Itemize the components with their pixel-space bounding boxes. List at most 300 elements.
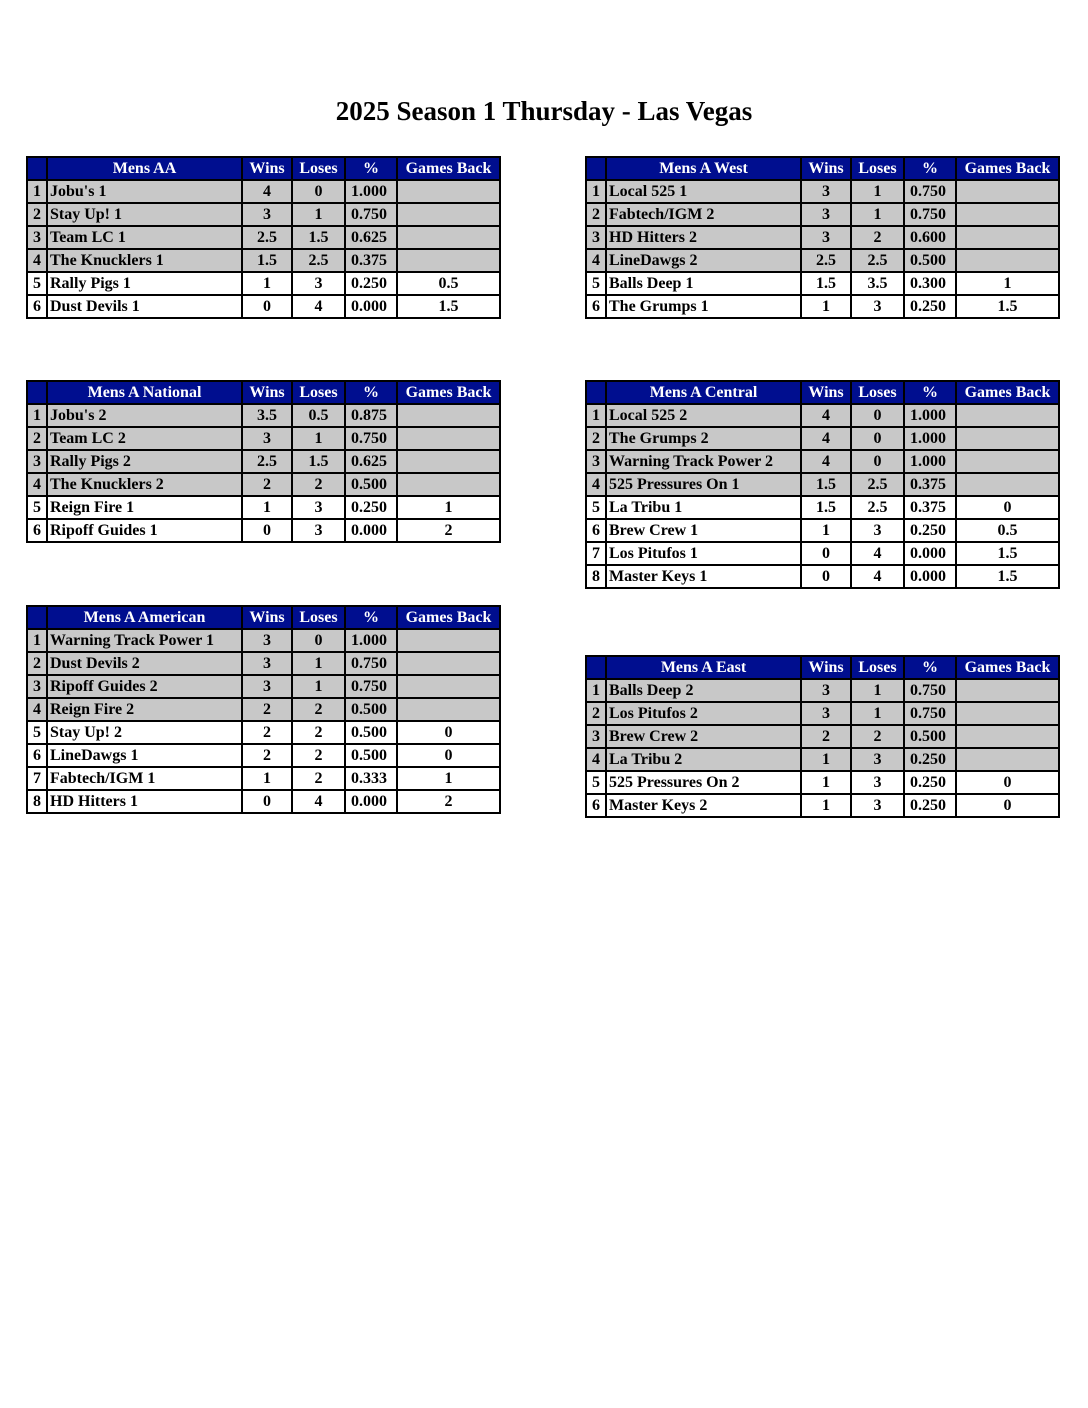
loses-cell: 2.5 [292,249,345,272]
team-cell: HD Hitters 1 [47,790,242,813]
wins-cell: 2.5 [242,226,292,249]
pct-cell: 0.000 [904,565,956,588]
wins-cell: 1.5 [801,272,851,295]
table-row [27,790,500,813]
division-name: Mens A East [606,656,801,679]
games-back-header: Games Back [956,381,1059,404]
header-row [27,606,500,629]
team-cell: Balls Deep 2 [606,679,801,702]
pct-cell: 1.000 [904,450,956,473]
table-row [586,519,1059,542]
loses-cell: 1.5 [292,450,345,473]
table-row [27,450,500,473]
pct-cell: 1.000 [345,180,397,203]
pct-cell: 0.500 [345,473,397,496]
games-back-cell: 0.5 [956,519,1059,542]
table-row [586,404,1059,427]
table-row [586,542,1059,565]
table-row [27,721,500,744]
loses-cell: 3 [851,771,904,794]
rank-cell: 4 [27,249,47,272]
pct-cell: 0.750 [345,203,397,226]
wins-header: Wins [801,656,851,679]
header-row [27,157,500,180]
table-row [27,249,500,272]
pct-cell: 0.250 [904,295,956,318]
wins-cell: 1.5 [801,473,851,496]
wins-cell: 1 [801,794,851,817]
games-back-header: Games Back [956,157,1059,180]
division-name: Mens A Central [606,381,801,404]
standings-table-mens-a-national [26,380,501,543]
loses-header: Loses [851,381,904,404]
rank-cell: 4 [27,698,47,721]
wins-cell: 4 [801,450,851,473]
standings-table-mens-a-west [585,156,1060,319]
team-cell: Reign Fire 2 [47,698,242,721]
rank-cell: 1 [27,180,47,203]
loses-cell: 1 [851,180,904,203]
pct-cell: 0.750 [904,679,956,702]
wins-cell: 3 [242,427,292,450]
loses-cell: 1 [292,675,345,698]
table-row [27,767,500,790]
wins-header: Wins [801,381,851,404]
wins-cell: 1 [801,295,851,318]
wins-header: Wins [242,157,292,180]
games-back-cell [956,203,1059,226]
table-row [586,748,1059,771]
team-cell: Ripoff Guides 1 [47,519,242,542]
rank-cell: 1 [586,679,606,702]
table-row [586,427,1059,450]
wins-cell: 3 [801,702,851,725]
wins-header: Wins [801,157,851,180]
loses-cell: 2.5 [851,249,904,272]
games-back-cell: 0 [397,744,500,767]
wins-header: Wins [242,606,292,629]
wins-cell: 0 [801,542,851,565]
games-back-cell [956,748,1059,771]
wins-cell: 3 [801,203,851,226]
rank-cell: 2 [27,203,47,226]
games-back-cell [956,427,1059,450]
team-cell: Jobu's 1 [47,180,242,203]
wins-cell: 2.5 [801,249,851,272]
team-cell: The Knucklers 2 [47,473,242,496]
games-back-cell [397,180,500,203]
pct-cell: 1.000 [904,404,956,427]
loses-cell: 2 [292,744,345,767]
wins-cell: 4 [242,180,292,203]
loses-cell: 1 [851,679,904,702]
pct-cell: 1.000 [904,427,956,450]
team-cell: Fabtech/IGM 2 [606,203,801,226]
wins-cell: 1 [242,767,292,790]
pct-cell: 0.750 [904,203,956,226]
team-cell: LineDawgs 2 [606,249,801,272]
games-back-cell: 0 [956,794,1059,817]
team-cell: Ripoff Guides 2 [47,675,242,698]
team-cell: 525 Pressures On 2 [606,771,801,794]
wins-cell: 0 [242,790,292,813]
pct-cell: 0.250 [904,519,956,542]
rank-cell: 5 [27,721,47,744]
rank-cell: 7 [586,542,606,565]
team-cell: Team LC 1 [47,226,242,249]
wins-cell: 0 [242,519,292,542]
table-row [27,698,500,721]
table-row [586,702,1059,725]
team-cell: The Knucklers 1 [47,249,242,272]
rank-cell: 7 [27,767,47,790]
wins-cell: 2 [242,698,292,721]
table-row [586,180,1059,203]
loses-cell: 3 [851,295,904,318]
pct-cell: 0.500 [345,721,397,744]
table-row [586,203,1059,226]
team-cell: HD Hitters 2 [606,226,801,249]
rank-cell: 4 [27,473,47,496]
standings-table-mens-a-american [26,605,501,814]
team-cell: Balls Deep 1 [606,272,801,295]
team-cell: 525 Pressures On 1 [606,473,801,496]
games-back-cell [397,226,500,249]
loses-cell: 0 [851,450,904,473]
pct-cell: 0.250 [904,748,956,771]
rank-header [586,656,606,679]
games-back-cell [397,652,500,675]
loses-cell: 2 [292,721,345,744]
pct-cell: 0.500 [345,698,397,721]
loses-cell: 1 [292,203,345,226]
loses-cell: 1 [292,652,345,675]
team-cell: Brew Crew 2 [606,725,801,748]
pct-cell: 0.375 [345,249,397,272]
rank-header [27,381,47,404]
rank-header [27,606,47,629]
division-name: Mens A National [47,381,242,404]
loses-header: Loses [292,381,345,404]
games-back-cell: 2 [397,519,500,542]
games-back-cell: 1 [397,767,500,790]
rank-cell: 5 [27,496,47,519]
games-back-cell [397,473,500,496]
games-back-cell [956,679,1059,702]
pct-cell: 0.750 [345,427,397,450]
header-row [27,381,500,404]
team-cell: Master Keys 1 [606,565,801,588]
loses-cell: 3.5 [851,272,904,295]
team-cell: Stay Up! 1 [47,203,242,226]
rank-header [586,381,606,404]
pct-cell: 0.625 [345,450,397,473]
division-name: Mens A American [47,606,242,629]
pct-cell: 0.625 [345,226,397,249]
table-row [27,203,500,226]
team-cell: Team LC 2 [47,427,242,450]
pct-cell: 1.000 [345,629,397,652]
rank-cell: 8 [586,565,606,588]
rank-cell: 3 [27,675,47,698]
team-cell: Local 525 2 [606,404,801,427]
rank-cell: 3 [27,226,47,249]
loses-cell: 1 [292,427,345,450]
wins-cell: 2 [242,744,292,767]
pct-cell: 0.600 [904,226,956,249]
table-row [27,427,500,450]
standings-table-mens-a-central [585,380,1060,589]
games-back-cell [956,404,1059,427]
team-cell: Los Pitufos 1 [606,542,801,565]
rank-cell: 6 [27,519,47,542]
loses-header: Loses [851,157,904,180]
games-back-cell [397,675,500,698]
header-row [586,157,1059,180]
table-row [27,180,500,203]
table-row [586,794,1059,817]
pct-cell: 0.750 [345,652,397,675]
rank-cell: 2 [586,427,606,450]
table-row [27,675,500,698]
loses-cell: 2 [292,767,345,790]
standings-table-mens-a-east [585,655,1060,818]
loses-header: Loses [851,656,904,679]
team-cell: Fabtech/IGM 1 [47,767,242,790]
rank-cell: 4 [586,748,606,771]
games-back-cell: 1.5 [956,565,1059,588]
rank-cell: 3 [586,725,606,748]
games-back-cell: 2 [397,790,500,813]
loses-cell: 1 [851,203,904,226]
rank-cell: 8 [27,790,47,813]
loses-cell: 2 [851,226,904,249]
team-cell: Warning Track Power 2 [606,450,801,473]
rank-cell: 5 [586,496,606,519]
loses-cell: 4 [851,565,904,588]
table-row [586,226,1059,249]
loses-cell: 1 [851,702,904,725]
team-cell: Dust Devils 1 [47,295,242,318]
wins-cell: 2.5 [242,450,292,473]
games-back-cell [397,203,500,226]
loses-cell: 2 [292,698,345,721]
rank-cell: 1 [586,404,606,427]
wins-cell: 0 [801,565,851,588]
games-back-cell [956,450,1059,473]
loses-cell: 0.5 [292,404,345,427]
pct-header: % [904,157,956,180]
table-row [586,450,1059,473]
games-back-cell: 1.5 [956,295,1059,318]
rank-cell: 6 [27,744,47,767]
header-row [586,656,1059,679]
games-back-cell: 1.5 [956,542,1059,565]
pct-cell: 0.250 [345,496,397,519]
table-row [586,496,1059,519]
division-name: Mens A West [606,157,801,180]
pct-cell: 0.750 [904,702,956,725]
wins-header: Wins [242,381,292,404]
table-row [586,249,1059,272]
header-row [586,381,1059,404]
team-cell: Reign Fire 1 [47,496,242,519]
loses-header: Loses [292,606,345,629]
wins-cell: 3 [242,629,292,652]
rank-cell: 5 [586,272,606,295]
games-back-cell: 1 [397,496,500,519]
pct-header: % [345,381,397,404]
games-back-cell: 0 [956,496,1059,519]
games-back-cell [956,226,1059,249]
table-row [27,404,500,427]
loses-cell: 3 [292,272,345,295]
pct-header: % [904,656,956,679]
pct-cell: 0.250 [345,272,397,295]
table-row [27,226,500,249]
games-back-cell: 0.5 [397,272,500,295]
wins-cell: 3 [242,203,292,226]
games-back-cell [397,404,500,427]
pct-cell: 0.875 [345,404,397,427]
loses-cell: 2 [292,473,345,496]
loses-cell: 3 [851,519,904,542]
table-row [27,744,500,767]
rank-cell: 6 [27,295,47,318]
pct-cell: 0.375 [904,496,956,519]
table-row [586,272,1059,295]
loses-cell: 2 [851,725,904,748]
pct-cell: 0.000 [904,542,956,565]
rank-header [586,157,606,180]
wins-cell: 1 [801,771,851,794]
table-row [586,679,1059,702]
pct-header: % [345,157,397,180]
team-cell: Master Keys 2 [606,794,801,817]
games-back-cell: 0 [956,771,1059,794]
loses-cell: 0 [851,404,904,427]
team-cell: Local 525 1 [606,180,801,203]
loses-cell: 3 [292,519,345,542]
rank-cell: 1 [27,629,47,652]
rank-cell: 5 [27,272,47,295]
team-cell: LineDawgs 1 [47,744,242,767]
wins-cell: 2 [801,725,851,748]
pct-cell: 0.333 [345,767,397,790]
rank-cell: 4 [586,249,606,272]
pct-cell: 0.000 [345,519,397,542]
pct-cell: 0.000 [345,295,397,318]
pct-cell: 0.500 [345,744,397,767]
wins-cell: 3 [801,180,851,203]
rank-header [27,157,47,180]
table-row [586,473,1059,496]
pct-cell: 0.250 [904,794,956,817]
table-row [27,295,500,318]
pct-header: % [345,606,397,629]
team-cell: Brew Crew 1 [606,519,801,542]
games-back-cell [956,180,1059,203]
games-back-cell [397,629,500,652]
wins-cell: 3 [801,679,851,702]
team-cell: Warning Track Power 1 [47,629,242,652]
rank-cell: 6 [586,295,606,318]
table-row [27,652,500,675]
wins-cell: 3 [242,652,292,675]
team-cell: Dust Devils 2 [47,652,242,675]
games-back-cell [956,702,1059,725]
rank-cell: 2 [27,652,47,675]
team-cell: The Grumps 2 [606,427,801,450]
loses-cell: 2.5 [851,473,904,496]
wins-cell: 2 [242,473,292,496]
pct-cell: 0.375 [904,473,956,496]
team-cell: Los Pitufos 2 [606,702,801,725]
pct-cell: 0.750 [904,180,956,203]
wins-cell: 3 [801,226,851,249]
pct-cell: 0.000 [345,790,397,813]
rank-cell: 5 [586,771,606,794]
loses-cell: 2.5 [851,496,904,519]
standings-table-mens-aa [26,156,501,319]
rank-cell: 1 [27,404,47,427]
pct-cell: 0.500 [904,249,956,272]
games-back-cell [397,427,500,450]
table-row [27,496,500,519]
wins-cell: 1 [801,519,851,542]
team-cell: The Grumps 1 [606,295,801,318]
loses-cell: 3 [851,794,904,817]
rank-cell: 1 [586,180,606,203]
rank-cell: 3 [27,450,47,473]
team-cell: Jobu's 2 [47,404,242,427]
loses-cell: 1.5 [292,226,345,249]
table-row [27,629,500,652]
rank-cell: 2 [586,203,606,226]
wins-cell: 1 [801,748,851,771]
wins-cell: 3 [242,675,292,698]
loses-cell: 0 [292,180,345,203]
table-row [586,771,1059,794]
table-row [27,272,500,295]
table-row [27,519,500,542]
wins-cell: 3.5 [242,404,292,427]
table-row [586,725,1059,748]
team-cell: Rally Pigs 2 [47,450,242,473]
wins-cell: 1 [242,272,292,295]
division-name: Mens AA [47,157,242,180]
games-back-header: Games Back [397,157,500,180]
games-back-header: Games Back [397,606,500,629]
rank-cell: 2 [27,427,47,450]
games-back-cell [956,249,1059,272]
games-back-cell: 0 [397,721,500,744]
pct-cell: 0.250 [904,771,956,794]
wins-cell: 2 [242,721,292,744]
rank-cell: 6 [586,519,606,542]
games-back-cell: 1.5 [397,295,500,318]
loses-cell: 4 [292,790,345,813]
games-back-cell [397,450,500,473]
games-back-header: Games Back [956,656,1059,679]
page-title: 2025 Season 1 Thursday - Las Vegas [335,96,753,126]
wins-cell: 4 [801,427,851,450]
wins-cell: 0 [242,295,292,318]
team-cell: La Tribu 2 [606,748,801,771]
games-back-cell [397,249,500,272]
games-back-cell [956,473,1059,496]
rank-cell: 2 [586,702,606,725]
